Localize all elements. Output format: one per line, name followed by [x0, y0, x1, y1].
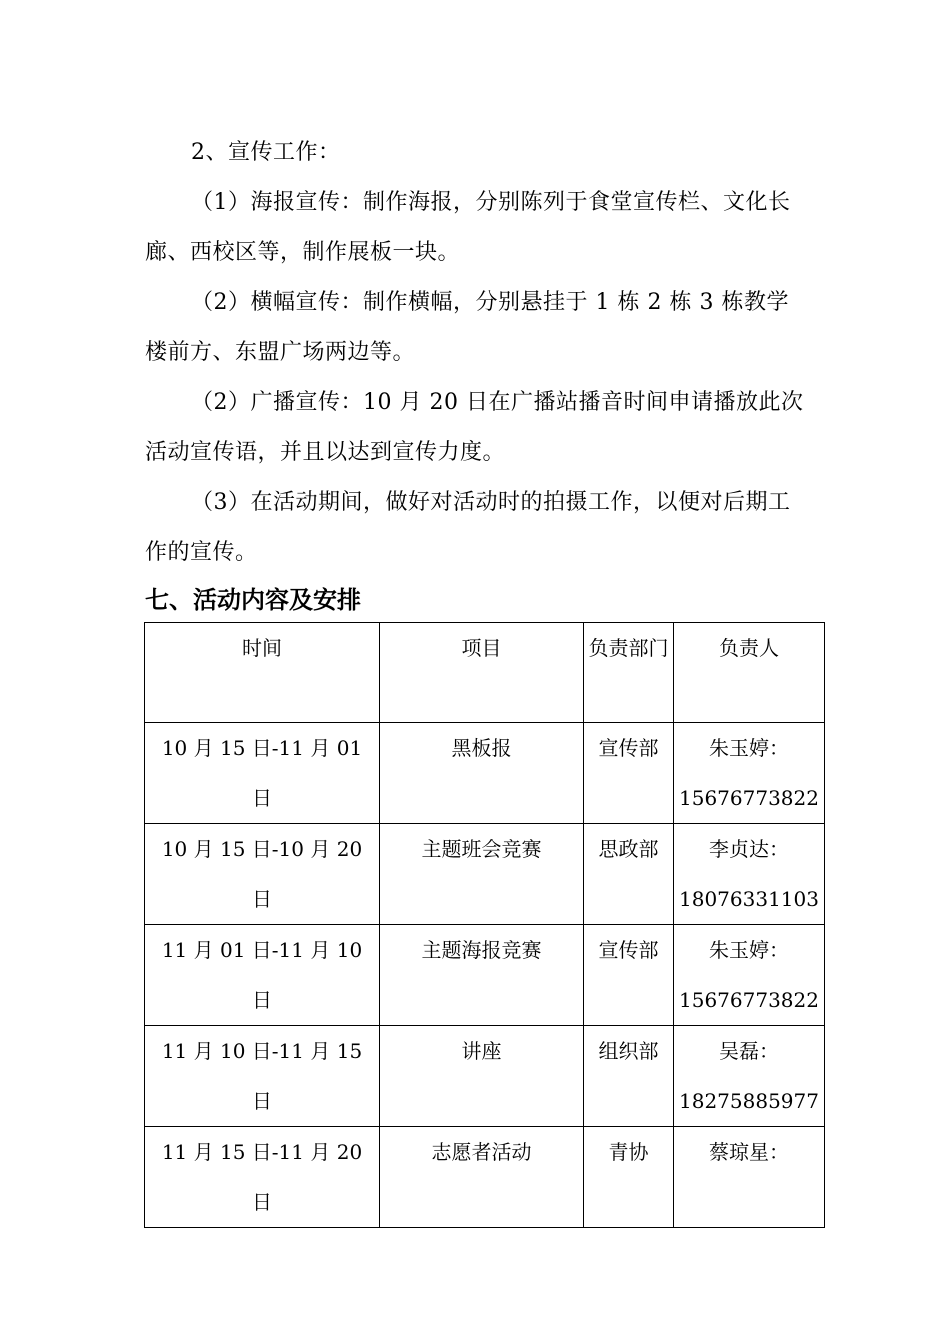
paragraph-poster-publicity: （1）海报宣传：制作海报，分别陈列于食堂宣传栏、文化长廊、西校区等，制作展板一块。 — [145, 190, 791, 265]
cell-person: 吴磊： 18275885977 — [674, 1026, 825, 1127]
paragraph-photography: （3）在活动期间，做好对活动时的拍摄工作，以便对后期工作的宣传。 — [145, 490, 791, 565]
cell-item: 讲座 — [380, 1026, 584, 1127]
table-row — [145, 1026, 825, 1127]
header-dept: 负责部门 — [584, 623, 674, 723]
cell-time: 10 月 15 日-11 月 01 日 — [145, 723, 380, 824]
cell-time: 11 月 10 日-11 月 15 日 — [145, 1026, 380, 1127]
table-row — [145, 925, 825, 1026]
cell-dept: 宣传部 — [584, 723, 674, 824]
paragraph-broadcast-publicity: （2）广播宣传：10 月 20 日在广播站播音时间申请播放此次活动宣传语，并且以达到宣传力度。 — [145, 390, 804, 465]
paragraph-banner-publicity: （2）横幅宣传：制作横幅，分别悬挂于 1 栋 2 栋 3 栋教学楼前方、东盟广场两边等。 — [145, 290, 789, 365]
table-row — [145, 723, 825, 824]
cell-time: 10 月 15 日-10 月 20 日 — [145, 824, 380, 925]
table-row — [145, 1127, 825, 1228]
header-item: 项目 — [380, 623, 584, 723]
paragraph-publicity-title: 2、宣传工作： — [191, 140, 341, 165]
cell-person: 朱玉婷： 15676773822 — [674, 723, 825, 824]
cell-phone: 15676773822 — [679, 988, 819, 1012]
cell-dept: 宣传部 — [584, 925, 674, 1026]
header-person: 负责人 — [674, 623, 825, 723]
cell-dept: 组织部 — [584, 1026, 674, 1127]
cell-phone: 15676773822 — [679, 786, 819, 810]
cell-dept: 青协 — [584, 1127, 674, 1228]
cell-time: 11 月 15 日-11 月 20 日 — [145, 1127, 380, 1228]
cell-dept: 思政部 — [584, 824, 674, 925]
cell-item: 主题海报竞赛 — [380, 925, 584, 1026]
cell-phone: 18275885977 — [679, 1089, 819, 1113]
schedule-table — [144, 622, 825, 1228]
cell-time: 11 月 01 日-11 月 10 日 — [145, 925, 380, 1026]
cell-person: 朱玉婷： 15676773822 — [674, 925, 825, 1026]
section-heading: 七、活动内容及安排 — [145, 586, 361, 614]
cell-item: 主题班会竞赛 — [380, 824, 584, 925]
cell-person: 李贞达： 18076331103 — [674, 824, 825, 925]
cell-phone: 18076331103 — [679, 887, 819, 911]
cell-item: 黑板报 — [380, 723, 584, 824]
cell-item: 志愿者活动 — [380, 1127, 584, 1228]
header-time: 时间 — [145, 623, 380, 723]
table-row — [145, 824, 825, 925]
cell-person: 蔡琼星： — [674, 1127, 825, 1228]
table-header-row — [145, 623, 825, 723]
